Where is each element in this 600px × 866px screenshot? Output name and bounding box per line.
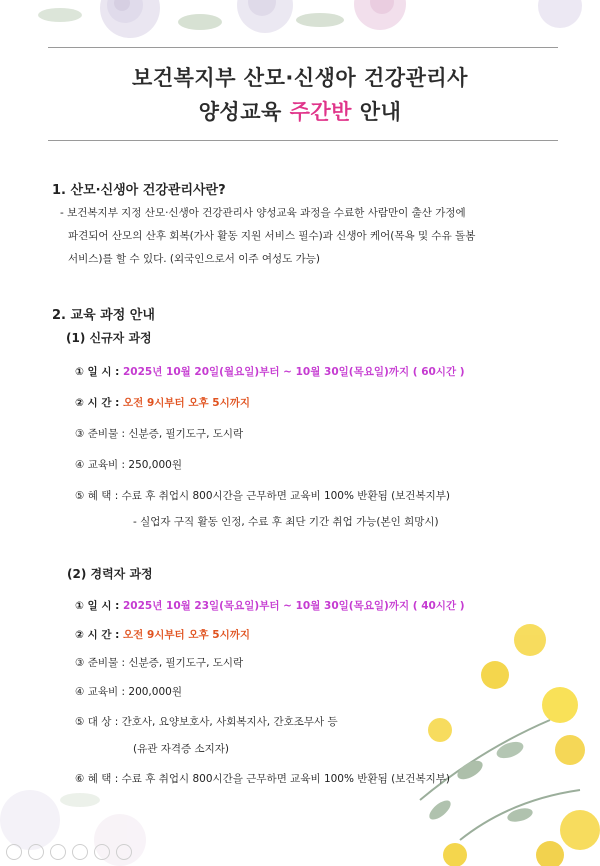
- title-line-2-pre: 양성교육: [198, 100, 290, 124]
- section-1-body: [60, 202, 560, 271]
- toolbar-button[interactable]: [72, 844, 88, 860]
- course-1-prep: ③ 준비물 : 신분증, 필기도구, 도시락: [75, 428, 244, 440]
- course-2-prep: ③ 준비물 : 신분증, 필기도구, 도시락: [75, 657, 244, 669]
- course-2-target: ⑤ 대 상 : 간호사, 요양보호사, 사회복지사, 간호조무사 등: [75, 716, 338, 728]
- course-2-benefit: ⑥ 혜 택 : 수료 후 취업시 800시간을 근무하면 교육비 100% 반환됨 (보건복지부): [75, 773, 450, 785]
- course-2-title: (2) 경력자 과정: [67, 567, 153, 581]
- course-1-time-label: ② 시 간 :: [75, 397, 123, 409]
- course-1-date-label: ① 일 시 :: [75, 366, 123, 378]
- section-1-line: 파견되어 산모의 산후 회복(가사 활동 지원 서비스 필수)과 신생아 케어(목욕 및 수유 돌봄: [68, 230, 476, 242]
- yellow-flower-decoration: [400, 600, 600, 866]
- course-1-title: (1) 신규자 과정: [66, 331, 152, 345]
- course-1-date: [75, 364, 465, 379]
- title-line-2-post: 안내: [351, 100, 402, 124]
- course-2-time: [75, 627, 250, 642]
- course-2-time-label: ② 시 간 :: [75, 629, 123, 641]
- toolbar-button[interactable]: [94, 844, 110, 860]
- rose-decoration-top: [0, 0, 600, 60]
- section-1-line: - 보건복지부 지정 산모·신생아 건강관리사 양성교육 과정을 수료한 사람만이 출산 가정에: [60, 207, 466, 219]
- toolbar-button[interactable]: [28, 844, 44, 860]
- course-2-date: [75, 598, 465, 613]
- toolbar-button[interactable]: [50, 844, 66, 860]
- page-title: [0, 62, 600, 126]
- course-2-target-2: (유관 자격증 소지자): [133, 743, 230, 755]
- title-bottom-rule: [48, 140, 558, 141]
- top-rule: [48, 47, 558, 48]
- title-highlight: 주간반: [289, 100, 352, 124]
- section-1-line: 서비스)를 할 수 있다. (외국인으로서 이주 여성도 가능): [68, 253, 320, 265]
- course-1-time-value: 오전 9시부터 오후 5시까지: [123, 397, 251, 409]
- course-1-benefit: ⑤ 혜 택 : 수료 후 취업시 800시간을 근무하면 교육비 100% 반환됨 (보건복지부): [75, 490, 450, 502]
- toolbar-button[interactable]: [116, 844, 132, 860]
- section-1-heading: 1. 산모·신생아 건강관리사란?: [52, 183, 226, 198]
- viewer-toolbar: [6, 844, 132, 860]
- section-2-heading: 2. 교육 과정 안내: [52, 308, 155, 323]
- course-2-fee: ④ 교육비 : 200,000원: [75, 686, 182, 698]
- course-2-date-value: 2025년 10월 23일(목요일)부터 ~ 10월 30일(목요일)까지 ( 40시간 ): [123, 600, 465, 612]
- course-1-date-value: 2025년 10월 20일(월요일)부터 ~ 10월 30일(목요일)까지 ( 60시간 ): [123, 366, 465, 378]
- toolbar-button[interactable]: [6, 844, 22, 860]
- course-2-time-value: 오전 9시부터 오후 5시까지: [123, 629, 251, 641]
- title-line-1: 보건복지부 산모·신생아 건강관리사: [132, 66, 468, 90]
- title-line-2: [0, 96, 600, 126]
- course-1-benefit-2: - 실업자 구직 활동 인정, 수료 후 최단 기간 취업 가능(본인 희망시): [133, 516, 439, 528]
- course-1-time: [75, 395, 250, 410]
- course-2-date-label: ① 일 시 :: [75, 600, 123, 612]
- course-1-fee: ④ 교육비 : 250,000원: [75, 459, 182, 471]
